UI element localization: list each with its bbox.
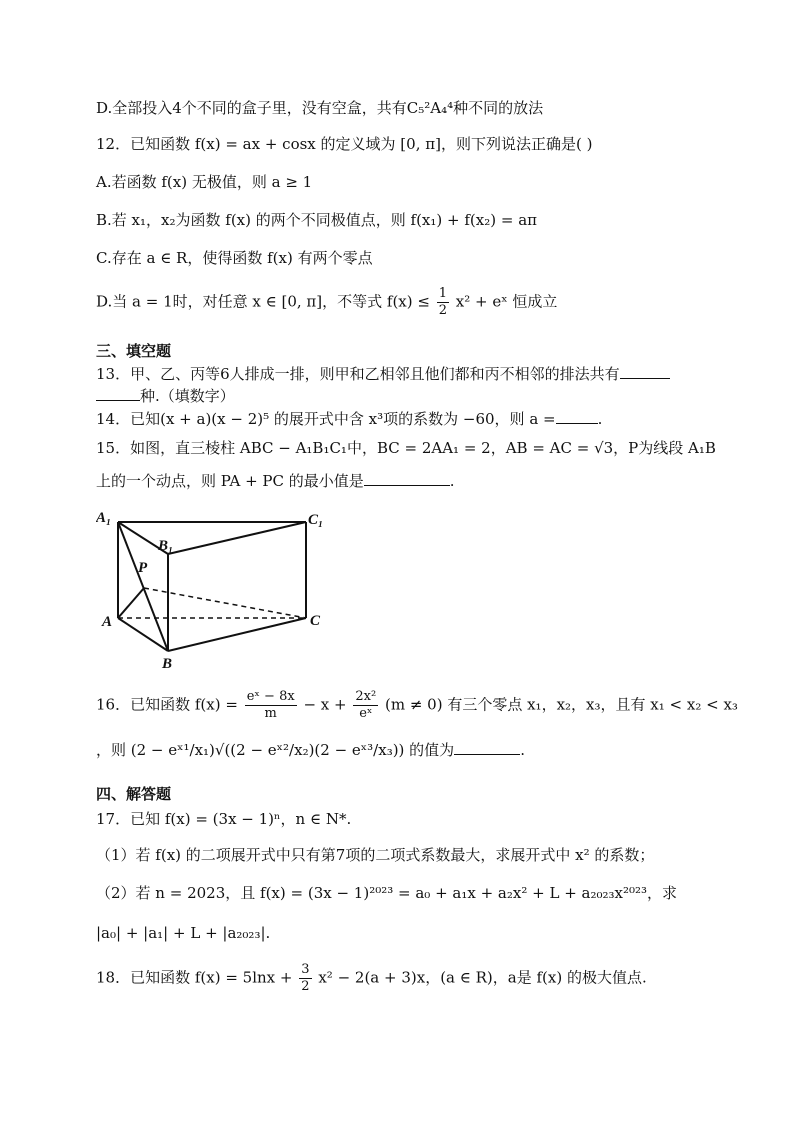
question-12-stem: 12．已知函数 f(x) = ax + cosx 的定义域为 [0, π]，则下列说法正确是( ) — [96, 135, 593, 153]
question-14: 14．已知(x + a)(x − 2)⁵ 的展开式中含 x³项的系数为 −60，则 a = . — [96, 407, 602, 430]
question-18 — [96, 962, 647, 995]
frac-den: 2 — [301, 979, 310, 994]
question-17-part1: （1）若 f(x) 的二项展开式中只有第7项的二项式系数最大，求展开式中 x² 的系数； — [96, 846, 655, 864]
question-15-line2: 上的一个动点，则 PA + PC 的最小值是 . — [96, 469, 455, 492]
answer-blank-16[interactable] — [454, 738, 520, 755]
fraction-three-halves — [299, 962, 311, 995]
frac-den: m — [264, 706, 277, 721]
q16-pre: 16．已知函数 f(x) = — [96, 695, 238, 714]
question-13-line1 — [96, 362, 670, 385]
answer-blank-14[interactable] — [556, 407, 598, 424]
edge-b1c1 — [168, 522, 306, 554]
question-13-line2 — [96, 384, 235, 407]
option-12b: B.若 x₁，x₂为函数 f(x) 的两个不同极值点，则 f(x₁) + f(x₂) = aπ — [96, 211, 537, 229]
question-17-stem: 17．已知 f(x) = (3x − 1)ⁿ，n ∈ N*. — [96, 810, 352, 828]
frac-num: eˣ − 8x — [246, 689, 295, 704]
option-12d — [96, 286, 557, 319]
label-p: P — [138, 560, 148, 576]
fraction-half — [437, 286, 449, 319]
question-15-line1: 15．如图，直三棱柱 ABC − A₁B₁C₁中，BC = 2AA₁ = 2，AB = AC = √3，P为线段 A₁B — [96, 439, 716, 457]
question-13-text: 13．甲、乙、丙等6人排成一排，则甲和乙相邻且他们都和丙不相邻的排法共有 — [96, 365, 620, 383]
section-answers: 四、解答题 — [96, 785, 172, 803]
fraction-f1 — [245, 689, 297, 722]
question-17-part2: （2）若 n = 2023，且 f(x) = (3x − 1)²⁰²³ = a₀ + a₁x + a₂x² + L + a₂₀₂₃x²⁰²³，求 — [96, 884, 678, 902]
question-13-tail: 种.（填数字） — [140, 387, 235, 405]
option-11d: D.全部投入4个不同的盒子里，没有空盒，共有C₅²A₄⁴种不同的放法 — [96, 99, 544, 117]
frac-den: eˣ — [359, 706, 373, 721]
label-b1: B₁ — [158, 538, 174, 554]
prism-figure — [96, 508, 336, 670]
option-12a: A.若函数 f(x) 无极值，则 a ≥ 1 — [96, 173, 313, 191]
edge-ab — [118, 618, 168, 651]
label-b: B — [162, 656, 173, 670]
q16-mid: − x + — [303, 695, 347, 714]
frac-den: 2 — [438, 303, 448, 318]
option-12d-pre: D.当 a = 1时，对任意 x ∈ [0, π]，不等式 f(x) ≤ — [96, 292, 430, 311]
label-a1: A₁ — [96, 510, 112, 526]
fraction-f2 — [353, 689, 378, 722]
answer-blank-13b[interactable] — [96, 384, 140, 401]
label-c: C — [310, 613, 321, 629]
segment-pa — [118, 588, 144, 618]
q18-post: x² − 2(a + 3)x，(a ∈ R)，a是 f(x) 的极大值点. — [318, 968, 647, 987]
question-17-part3: |a₀| + |a₁| + L + |a₂₀₂₃|. — [96, 924, 271, 942]
label-c1: C₁ — [308, 512, 324, 528]
question-16-line1 — [96, 689, 738, 722]
answer-blank-13[interactable] — [620, 362, 670, 379]
label-a: A — [102, 614, 113, 630]
frac-num: 3 — [301, 962, 310, 977]
q16-expression: ，则 (2 − eˣ¹/x₁)√((2 − eˣ²/x₂)(2 − eˣ³/x₃)) 的值为 — [96, 741, 455, 759]
question-15-text: 上的一个动点，则 PA + PC 的最小值是 — [96, 472, 364, 490]
question-14-text: 14．已知(x + a)(x − 2)⁵ 的展开式中含 x³项的系数为 −60，则 a = — [96, 410, 556, 428]
frac-num: 2x² — [355, 689, 377, 704]
q16-post: (m ≠ 0) 有三个零点 x₁，x₂，x₃，且有 x₁ < x₂ < x₃ — [384, 695, 738, 714]
section-fill-in: 三、填空题 — [96, 342, 172, 360]
option-12d-post: x² + eˣ 恒成立 — [455, 292, 558, 311]
q18-pre: 18．已知函数 f(x) = 5lnx + — [96, 968, 293, 987]
edge-bc — [168, 618, 306, 651]
frac-num: 1 — [438, 286, 448, 301]
question-16-line2: ，则 (2 − eˣ¹/x₁)√((2 − eˣ²/x₂)(2 − eˣ³/x₃)) 的值为 . — [96, 738, 525, 761]
option-12c: C.存在 a ∈ R，使得函数 f(x) 有两个零点 — [96, 249, 373, 267]
answer-blank-15[interactable] — [364, 469, 450, 486]
